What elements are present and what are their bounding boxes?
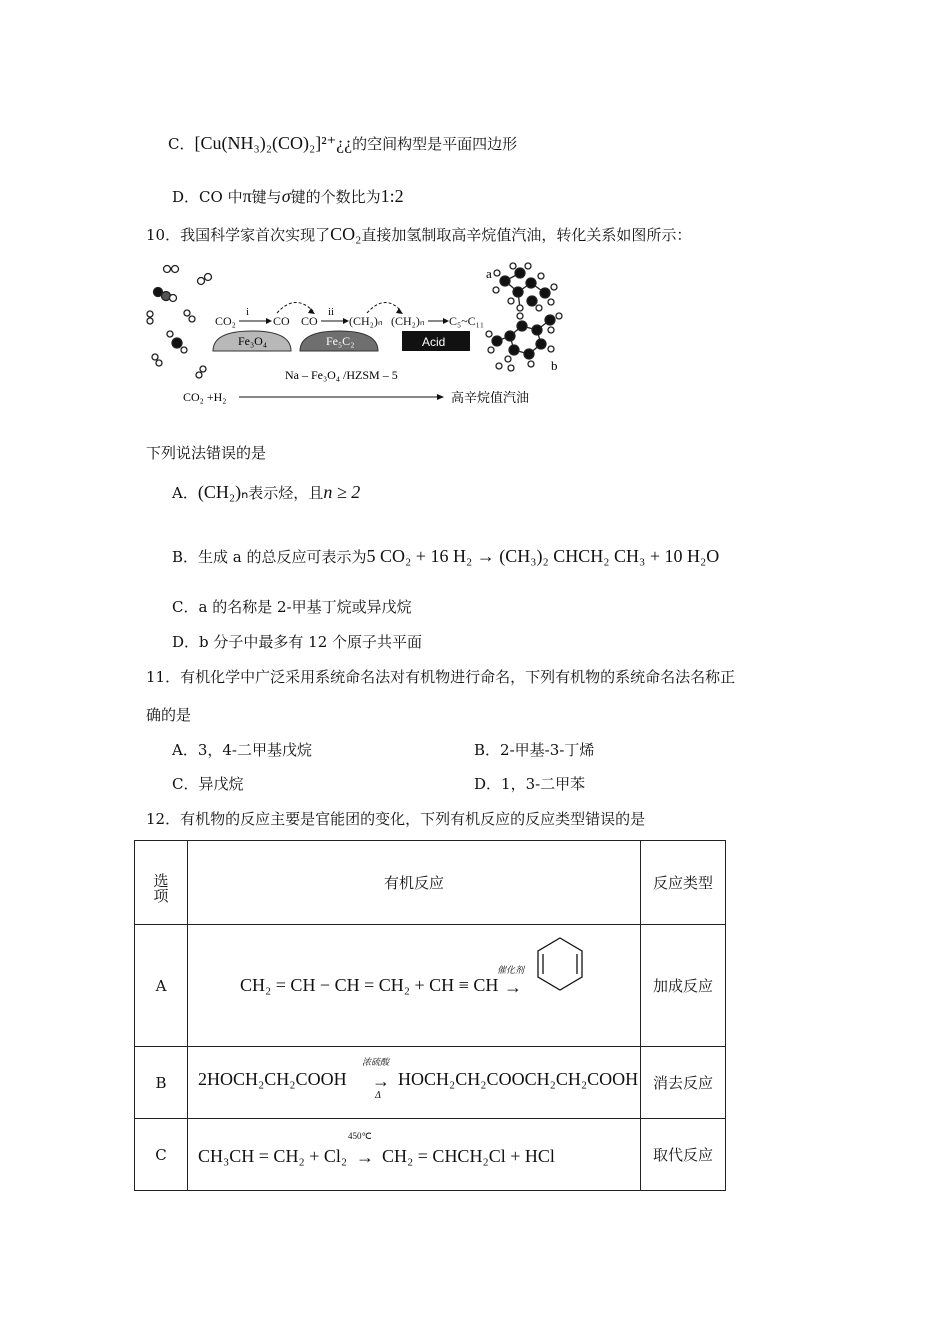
q9-d-mid: 键与 xyxy=(251,188,282,206)
header-reaction: 有机反应 xyxy=(188,841,641,925)
q11-stem-line1: 11．有机化学中广泛采用系统命名法对有机物进行命名，下列有机物的系统命名法名称正 xyxy=(146,668,736,686)
row-c-reaction-cell xyxy=(188,1119,641,1191)
row-b-condition-top: 浓硫酸 xyxy=(362,1058,390,1068)
pi-symbol: π xyxy=(242,186,252,206)
row-c-right: CH₂ = CHCH₂Cl + HCl xyxy=(382,1146,555,1166)
co-label: CO xyxy=(273,314,290,328)
q9-d-label: D．CO 中 xyxy=(172,188,243,206)
ch2n-label-a: (CH₂)ₙ xyxy=(349,314,383,328)
cyclohexadiene-structure xyxy=(531,935,589,993)
row-a-option: A xyxy=(135,925,188,1047)
row-b-condition-bottom: Δ xyxy=(375,1091,382,1101)
catalyst-fe5c2-label: Fe₅C₂ xyxy=(326,334,355,348)
q10-option-a xyxy=(172,482,360,503)
q10-option-d: D．b 分子中最多有 12 个原子共平面 xyxy=(172,633,423,651)
q10-stem-formula: CO₂ xyxy=(330,224,362,244)
reactants-label: CO₂ +H₂ xyxy=(183,390,227,404)
row-c-condition: 450℃ xyxy=(348,1131,372,1141)
product-label: 高辛烷值汽油 xyxy=(451,391,530,406)
option-label: C． xyxy=(168,135,195,153)
sigma-symbol: σ xyxy=(281,186,291,206)
row-b-reaction-cell xyxy=(188,1047,641,1119)
q10-option-c: C．a 的名称是 2-甲基丁烷或异戊烷 xyxy=(172,598,412,616)
q10-stem-prefix: 10．我国科学家首次实现了 xyxy=(146,226,331,244)
catalyst-fe3o4-label: Fe₃O₄ xyxy=(238,334,268,348)
header-option-b: 项 xyxy=(153,886,169,905)
q9-d-ratio: 1:2 xyxy=(380,186,404,206)
table-header-row xyxy=(135,841,726,925)
q11-option-a: A．3，4-二甲基戊烷 xyxy=(172,741,312,759)
header-option-a: 选 xyxy=(153,871,169,890)
q9-c-formula: [Cu(NH₃)₂(CO)₂]²⁺¿¿ xyxy=(194,133,353,153)
reaction-table xyxy=(134,840,726,1191)
table-row xyxy=(135,925,726,1047)
q11-option-b: B．2-甲基-3-丁烯 xyxy=(474,741,595,759)
header-type: 反应类型 xyxy=(641,841,726,925)
q10-question: 下列说法错误的是 xyxy=(146,444,267,462)
row-a-condition: 催化剂 xyxy=(497,966,525,976)
row-a-arrow: → xyxy=(504,977,522,997)
q9-option-d xyxy=(172,186,404,207)
q10-a-condition: n ≥ 2 xyxy=(323,482,361,502)
q10-a-formula: (CH₂)ₙ xyxy=(197,482,249,502)
catalyst-acid-label: Acid xyxy=(422,335,446,349)
q10-conversion-figure xyxy=(145,258,575,410)
q10-a-label: A． xyxy=(172,484,198,502)
q9-d-text: 键的个数比为 xyxy=(290,188,381,206)
q10-stem-suffix: 直接加氢制取高辛烷值汽油，转化关系如图所示： xyxy=(361,226,692,244)
row-c-arrow: → xyxy=(356,1147,374,1167)
q11-option-d: D．1，3-二甲苯 xyxy=(474,775,586,793)
row-b-arrow: → xyxy=(372,1071,390,1091)
c5-c11-label: C₅~C₁₁ xyxy=(449,314,485,328)
row-b-left: 2HOCH₂CH₂COOH xyxy=(198,1069,347,1089)
label-a: a xyxy=(486,266,492,281)
row-c-option: C xyxy=(135,1119,188,1191)
q10-stem xyxy=(146,224,691,245)
q10-b-label: B．生成 a 的总反应可表示为 xyxy=(172,548,367,566)
q9-c-text: 的空间构型是平面四边形 xyxy=(352,135,518,153)
row-c-left: CH₃CH = CH₂ + Cl₂ xyxy=(198,1146,348,1166)
molecule-decorations xyxy=(147,266,212,379)
header-option xyxy=(135,841,188,925)
catalyst-line: Na – Fe₃O₄ /HZSM – 5 xyxy=(285,368,398,382)
row-a-reaction: CH₂ = CH − CH = CH₂ + CH ≡ CH xyxy=(240,975,499,995)
q9-option-c xyxy=(168,133,517,154)
step-i-label: i xyxy=(246,306,250,318)
molecule-a xyxy=(493,263,557,311)
ch2n-label-b: (CH₂)ₙ xyxy=(391,314,425,328)
q11-stem-line2: 确的是 xyxy=(146,706,192,724)
q10-option-b xyxy=(172,546,719,567)
label-b: b xyxy=(551,358,558,373)
co2-label: CO₂ xyxy=(215,314,236,328)
row-b-option: B xyxy=(135,1047,188,1119)
row-a-reaction-cell xyxy=(188,925,641,1047)
q12-stem: 12．有机物的反应主要是官能团的变化，下列有机反应的反应类型错误的是 xyxy=(146,810,646,828)
q10-b-equation: 5 CO₂ + 16 H₂ → (CH₃)₂ CHCH₂ CH₃ + 10 H₂O xyxy=(366,546,720,566)
co-label-2: CO xyxy=(301,314,318,328)
table-row xyxy=(135,1119,726,1191)
q11-option-c: C．异戊烷 xyxy=(172,775,244,793)
row-c-type: 取代反应 xyxy=(641,1119,726,1191)
row-b-right: HOCH₂CH₂COOCH₂CH₂COOH xyxy=(398,1069,639,1089)
step-ii-label: ii xyxy=(328,306,335,318)
row-a-type: 加成反应 xyxy=(641,925,726,1047)
row-b-type: 消去反应 xyxy=(641,1047,726,1119)
table-row xyxy=(135,1047,726,1119)
q10-a-text: 表示烃，且 xyxy=(248,484,324,502)
